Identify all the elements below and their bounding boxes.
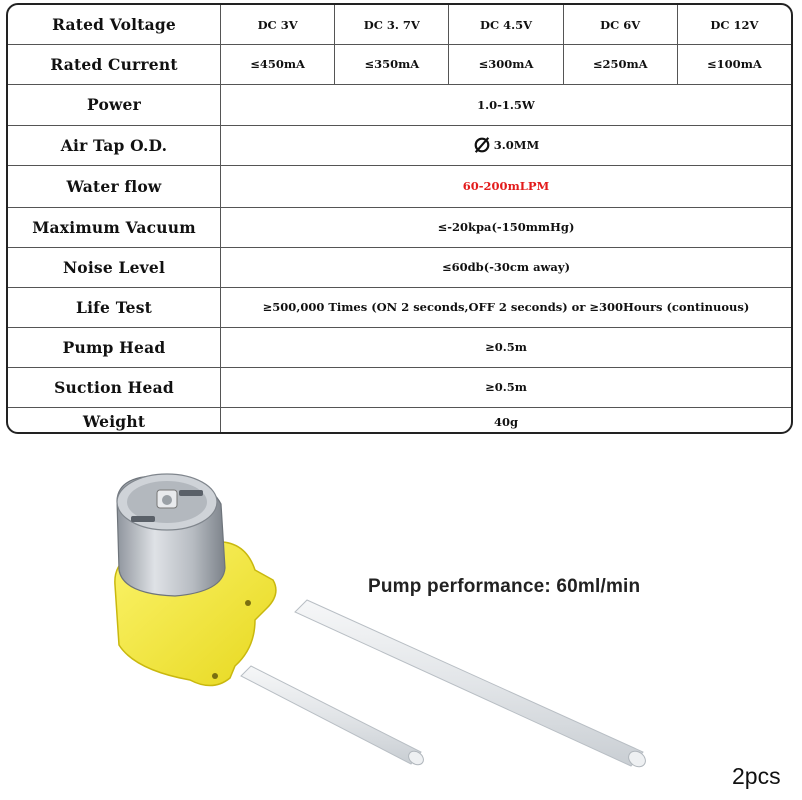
current-cell: ≤250mA: [564, 44, 678, 84]
table-row-voltage: [8, 5, 791, 45]
voltage-cell: DC 12V: [710, 17, 759, 32]
row-label: Water flow: [8, 165, 221, 207]
table-row-life-test: [8, 287, 791, 328]
diameter-icon: [473, 136, 491, 154]
motor: [117, 474, 225, 596]
voltage-cell: DC 6V: [564, 5, 678, 44]
row-value: [221, 125, 791, 165]
table-row-noise: [8, 247, 791, 288]
row-label: Suction Head: [8, 367, 221, 407]
row-label: Weight: [8, 407, 221, 434]
current-cell: ≤100mA: [707, 57, 762, 71]
table-row-air-tap: [8, 125, 791, 166]
table-row-weight: [8, 407, 791, 434]
row-label: Pump Head: [8, 327, 221, 367]
row-value: ≤60db(-30cm away): [441, 260, 571, 274]
short-tube: [241, 666, 426, 768]
spec-table: [6, 3, 793, 434]
row-label: Maximum Vacuum: [8, 207, 221, 247]
row-label: Rated Voltage: [8, 5, 221, 44]
row-value: ≤-20kpa(-150mmHg): [437, 220, 575, 234]
current-cell: ≤350mA: [335, 44, 449, 84]
table-row-power: [8, 84, 791, 126]
row-value: 60-200mLPM: [462, 179, 550, 193]
voltage-cell: DC 4.5V: [449, 5, 563, 44]
table-row-current: [8, 44, 791, 85]
long-tube: [295, 600, 648, 770]
row-label: Rated Current: [8, 44, 221, 84]
current-cell: ≤300mA: [449, 44, 563, 84]
row-label: Power: [8, 84, 221, 125]
table-row-vacuum: [8, 207, 791, 248]
row-value: ≥0.5m: [485, 380, 527, 394]
table-row-suction-head: [8, 367, 791, 408]
row-label: Noise Level: [8, 247, 221, 287]
row-label: Life Test: [8, 287, 221, 327]
pump-illustration: [95, 470, 685, 780]
row-value: 1.0-1.5W: [477, 97, 535, 112]
voltage-cell: DC 3V: [221, 5, 335, 44]
pump-performance-label: Pump performance: 60ml/min: [368, 576, 641, 597]
row-value: ≥500,000 Times (ON 2 seconds,OFF 2 seconds) or ≥300Hours (continuous): [262, 300, 750, 314]
row-value: 40g: [493, 414, 519, 429]
row-label: Air Tap O.D.: [8, 125, 221, 165]
voltage-cell: DC 3. 7V: [335, 5, 449, 44]
table-row-pump-head: [8, 327, 791, 368]
row-value: ≥0.5m: [485, 340, 527, 354]
air-tap-value: 3.0MM: [493, 138, 540, 152]
quantity-label: 2pcs: [732, 763, 781, 789]
table-row-water-flow: [8, 165, 791, 208]
current-cell: ≤450mA: [221, 44, 335, 84]
